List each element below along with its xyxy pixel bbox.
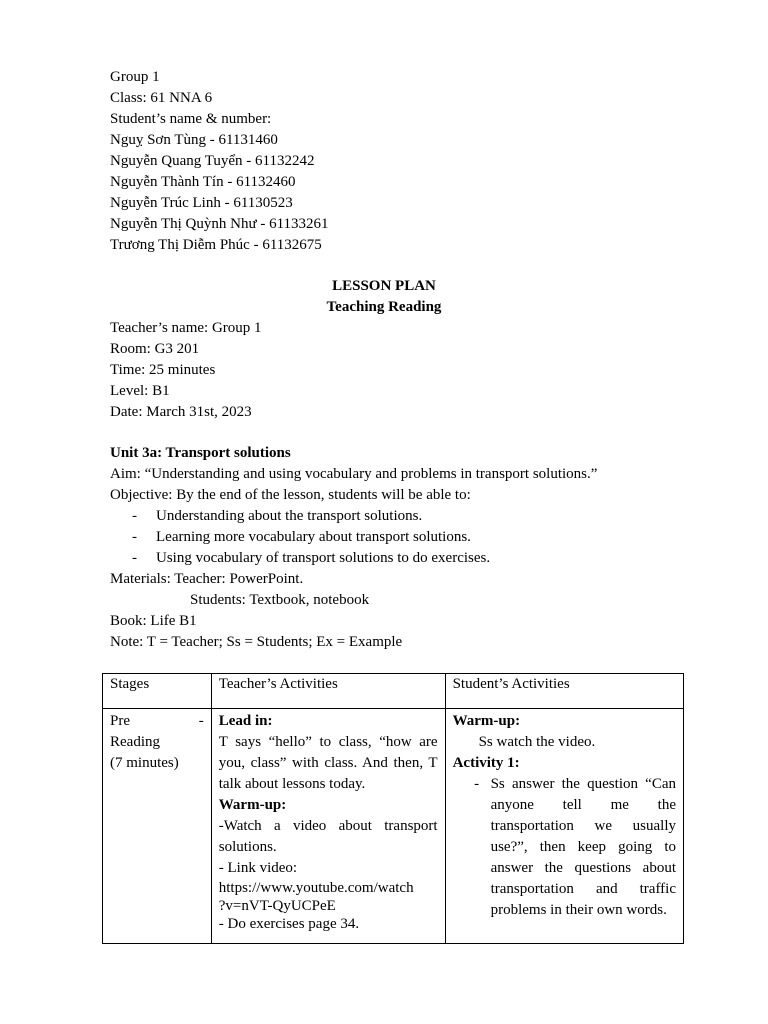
student-activities-cell: [445, 709, 683, 944]
stage-pre: Pre: [110, 713, 130, 729]
time: Time: 25 minutes: [110, 362, 216, 378]
book: Book: Life B1: [110, 613, 197, 629]
header-stages: Stages: [103, 674, 212, 709]
activity-1-heading: Activity 1:: [452, 755, 520, 771]
activity-1-item: [453, 774, 676, 921]
student-name: Nguyễn Thị Quỳnh Như - 61133261: [110, 216, 329, 232]
table-row: [103, 709, 684, 944]
objective-item: Learning more vocabulary about transport solutions.: [156, 529, 471, 545]
student-warm-up-heading: Warm-up:: [452, 713, 521, 729]
student-name: Nguyễn Thành Tín - 61132460: [110, 174, 296, 190]
materials-students: Students: Textbook, notebook: [190, 592, 370, 608]
header-teacher-activities: Teacher’s Activities: [211, 674, 445, 709]
student-name: Nguỵ Sơn Tùng - 61131460: [110, 132, 278, 148]
stage-cell: [103, 709, 212, 944]
stage-reading: Reading: [110, 734, 160, 750]
bullet-marker: -: [474, 776, 480, 792]
table-header-row: [103, 674, 684, 709]
room: Room: G3 201: [110, 341, 200, 357]
materials-teacher: Materials: Teacher: PowerPoint.: [110, 571, 304, 587]
class-label: Class: 61 NNA 6: [110, 90, 213, 106]
level: Level: B1: [110, 383, 170, 399]
activity-1-text: Ss answer the question “Can anyone tell me the transportation we usually use?”, then keep going to answer the questions about transportation and traffic problems in their own words.: [490, 776, 676, 918]
lead-in-heading: Lead in:: [218, 713, 273, 729]
bullet-marker: -: [132, 508, 137, 524]
warm-up-heading: Warm-up:: [218, 797, 287, 813]
video-link-cont[interactable]: ?v=nVT-QyUCPeE: [218, 898, 336, 914]
video-link[interactable]: https://www.youtube.com/watch: [218, 880, 414, 896]
note: Note: T = Teacher; Ss = Students; Ex = Example: [110, 634, 403, 650]
objective-item: Using vocabulary of transport solutions to do exercises.: [156, 550, 491, 566]
teacher-activities-cell: [211, 709, 445, 944]
student-warm-up-text: Ss watch the video.: [478, 734, 596, 750]
bullet-marker: -: [132, 529, 137, 545]
warm-up-text: -Watch a video about transport solutions.: [218, 818, 438, 855]
student-name: Nguyễn Trúc Linh - 61130523: [110, 195, 293, 211]
student-name: Nguyễn Quang Tuyển - 61132242: [110, 153, 315, 169]
objective-item: Understanding about the transport solutions.: [156, 508, 423, 524]
aim: Aim: “Understanding and using vocabulary and problems in transport solutions.”: [110, 466, 598, 482]
header-student-activities: Student’s Activities: [445, 674, 683, 709]
date: Date: March 31st, 2023: [110, 404, 252, 420]
objective: Objective: By the end of the lesson, students will be able to:: [110, 487, 471, 503]
group-label: Group 1: [110, 69, 160, 85]
teacher-name: Teacher’s name: Group 1: [110, 320, 262, 336]
student-name: Trương Thị Diễm Phúc - 61132675: [110, 237, 322, 253]
exercises-text: - Do exercises page 34.: [218, 916, 360, 932]
stage-duration: (7 minutes): [110, 755, 179, 771]
lesson-plan-table: [102, 673, 684, 944]
stage-dash: -: [198, 713, 204, 729]
lead-in-text: T says “hello” to class, “how are you, class” with class. And then, T talk about lessons today.: [218, 734, 438, 792]
page-subtitle: Teaching Reading: [326, 299, 442, 315]
unit-heading: Unit 3a: Transport solutions: [110, 445, 291, 461]
page-title: LESSON PLAN: [332, 278, 436, 294]
link-label: - Link video:: [218, 860, 298, 876]
stage-pre-line: [110, 711, 204, 732]
bullet-marker: -: [132, 550, 137, 566]
students-label: Student’s name & number:: [110, 111, 272, 127]
